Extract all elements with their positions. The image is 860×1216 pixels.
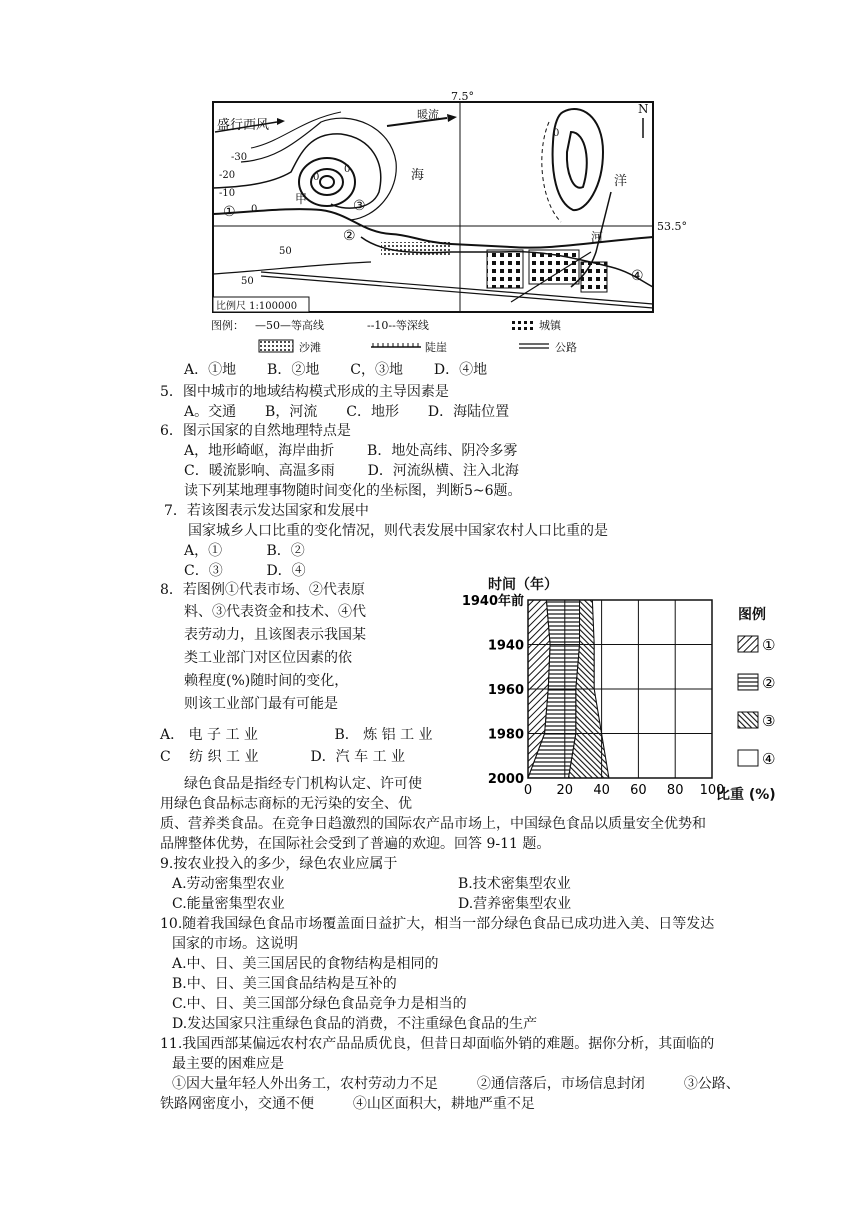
marker-4: ④ [631,268,644,284]
q5-option-a[interactable]: A。交通 [184,404,237,420]
depth-label-neg20: -20 [219,170,236,181]
legend-cliff: 陡崖 [425,341,447,354]
q11-row1 [172,1074,740,1094]
q8-option-b[interactable]: B． 炼 铝 工 业 [334,727,433,743]
chart-legend-label-1: ① [762,636,776,654]
chart-xtick-label: 40 [593,783,610,798]
jia-label: 甲 [295,192,308,206]
chart-ytick-label: 1980 [487,727,524,743]
q7-option-b[interactable]: B．② [266,543,305,559]
q8-row1 [160,725,433,745]
q9-option-d[interactable]: D.营养密集型农业 [458,896,572,912]
longitude-label: 7.5° [451,90,474,103]
chart-legend-label-3: ③ [762,712,776,730]
q7-row2 [184,561,306,581]
sea-label: 海 [411,168,425,183]
q10-option-c[interactable]: C.中、日、美三国部分绿色食品竞争力是相当的 [172,996,467,1012]
passage-line1: 绿色食品是指经专门机构认定、许可使 [184,776,422,792]
q8-stem-line2: 料、③代表资金和技术、④代 [184,604,366,620]
q8-option-c[interactable]: C 纺 织 工 业 [160,749,259,765]
depth-label-neg30: -30 [231,152,248,163]
chart-ytick-label: 1960 [487,683,524,698]
q10-stem-line2: 国家的市场。这说明 [172,936,298,952]
contour-label-50a: 50 [279,246,292,257]
river-label: 河 [591,230,604,244]
q6-row1 [184,441,517,461]
marker-2: ② [343,228,356,244]
q8-stem-line6: 则该工业部门最有可能是 [184,696,338,712]
q5-option-b[interactable]: B，河流 [265,404,318,420]
q11-option-4[interactable]: ④山区面积大，耕地严重不足 [352,1096,535,1112]
ocean-label: 洋 [614,174,628,189]
q11-option-3-continued: 铁路网密度小，交通不便 [160,1096,314,1112]
chart-ytick-label: 2000 [487,772,524,787]
q7-option-a[interactable]: A，① [184,543,223,559]
chart-ytick-label: 1940 [487,638,524,654]
chart-legend-title: 图例 [738,607,766,623]
q7-stem-line2: 国家城乡人口比重的变化情况，则代表发展中国家农村人口比重的是 [188,523,608,539]
q4-option-b[interactable]: B．②地 [267,362,320,378]
marker-3: ③ [353,198,366,214]
q9-option-a[interactable]: A.劳动密集型农业 [172,876,285,892]
q10-stem-line1: 10.随着我国绿色食品市场覆盖面日益扩大，相当一部分绿色食品已成功进入美、日等发达 [160,916,715,932]
q5-stem: 5．图中城市的地域结构模式形成的主导因素是 [160,384,449,400]
contour-label-0d: 0 [313,172,320,183]
legend-prefix: 图例： [211,319,244,332]
q9-stem: 9.按农业投入的多少，绿色农业应属于 [160,856,398,872]
chart-legend-swatch-3 [738,712,758,728]
q9-option-c[interactable]: C.能量密集型农业 [172,896,285,912]
q5-options [184,402,509,422]
q10-option-d[interactable]: D.发达国家只注重绿色食品的消费，不注重绿色食品的生产 [172,1016,538,1032]
q6-stem: 6．图示国家的自然地理特点是 [160,423,351,439]
chart-legend-label-4: ④ [762,750,776,768]
chart-legend-swatch-4 [738,750,758,766]
q5-option-d[interactable]: D．海陆位置 [427,404,510,420]
legend-road: 公路 [555,341,577,354]
contour-label-50b: 50 [241,276,254,287]
chart-xtick-label: 80 [666,783,684,798]
q7-stem-line1: 7．若该图表示发达国家和发展中 [164,503,369,519]
chart-xtick-label: 0 [523,783,533,798]
q6-option-b[interactable]: B．地处高纬、阴冷多雾 [367,443,518,459]
q6-option-d[interactable]: D．河流纵横、注入北海 [367,463,519,479]
marker-1: ① [223,204,236,220]
q5-option-c[interactable]: C．地形 [346,404,399,420]
q8-stem-line4: 类工业部门对区位因素的依 [184,650,352,666]
q11-row2 [160,1094,535,1114]
passage-line2: 用绿色食品标志商标的无污染的安全、优 [160,796,412,812]
chart-title: 时间（年） [488,577,558,593]
chart-legend-swatch-1 [738,636,758,652]
geography-map [211,90,687,362]
q8-stem-line3: 表劳动力，且该图表示我国某 [184,627,366,643]
chart-legend-label-2: ② [762,674,776,692]
q11-option-3[interactable]: ③公路、 [683,1076,740,1092]
q9-option-b[interactable]: B.技术密集型农业 [458,876,571,892]
chart-ytick-label: 1940年前 [461,594,524,609]
wind-label: 盛行西风 [217,118,270,133]
stacked-area-chart [448,572,808,804]
q4-option-c[interactable]: C，③地 [350,362,403,378]
q7-option-d[interactable]: D．④ [266,563,306,579]
legend-beach: 沙滩 [299,341,321,354]
q6-row2 [184,461,519,481]
latitude-label: 53.5° [657,220,687,233]
legend-contour: —50—等高线 [255,319,324,332]
depth-label-0b: 0 [344,164,351,175]
q10-option-a[interactable]: A.中、日、美三国居民的食物结构是相同的 [172,956,439,972]
chart-xtick-label: 60 [630,783,647,798]
q10-option-b[interactable]: B.中、日、美三国食品结构是互补的 [172,976,397,992]
passage-line4: 品牌整体优势，在国际社会受到了普遍的欢迎。回答 9-11 题。 [160,836,551,852]
q8-option-d[interactable]: D．汽 车 工 业 [310,749,406,765]
q8-stem-line5: 赖程度(%)随时间的变化， [184,673,349,689]
q8-stem-line1: 8．若图例①代表市场、②代表原 [160,582,365,598]
legend-town: 城镇 [539,319,561,332]
q11-option-1[interactable]: ①因大量年轻人外出务工，农村劳动力不足 [172,1076,438,1092]
scale-label: 比例尺 1:100000 [216,301,298,312]
q6-option-c[interactable]: C．暖流影响、高温多雨 [184,463,335,479]
q11-option-2[interactable]: ②通信落后，市场信息封闭 [476,1076,645,1092]
depth-label-0a: 0 [251,204,258,215]
warm-current-label: 暖流 [417,108,439,121]
q8-row2 [160,747,405,767]
q7-row1 [184,541,305,561]
depth-label-neg10: -10 [219,188,236,199]
q4-options [184,360,487,380]
chart-xtick-label: 100 [699,783,725,798]
q4-option-d[interactable]: D．④地 [433,362,488,378]
depth-label-0c: 0 [553,128,560,139]
q6-option-a[interactable]: A，地形崎岖，海岸曲折 [184,443,335,459]
passage-line3: 质、营养类食品。在竞争日趋激烈的国际农产品市场上，中国绿色食品以质量安全优势和 [160,816,706,832]
q8-option-a[interactable]: A． 电 子 工 业 [160,727,258,743]
q11-stem-line2: 最主要的困难应是 [172,1056,284,1072]
chart-legend-swatch-2 [738,674,758,690]
intro-56: 读下列某地理事物随时间变化的坐标图，判断5~6题。 [184,483,522,499]
north-label: N [638,102,649,116]
q7-option-c[interactable]: C．③ [184,563,223,579]
q4-option-a[interactable]: A．①地 [184,362,237,378]
chart-xtick-label: 20 [556,783,574,798]
legend-isobath: --10--等深线 [367,319,429,332]
q11-stem-line1: 11.我国西部某偏远农村农产品品质优良，但昔日却面临外销的难题。据你分析，其面临的 [160,1036,715,1052]
chart-xlabel: 比重 (%) [716,787,776,803]
